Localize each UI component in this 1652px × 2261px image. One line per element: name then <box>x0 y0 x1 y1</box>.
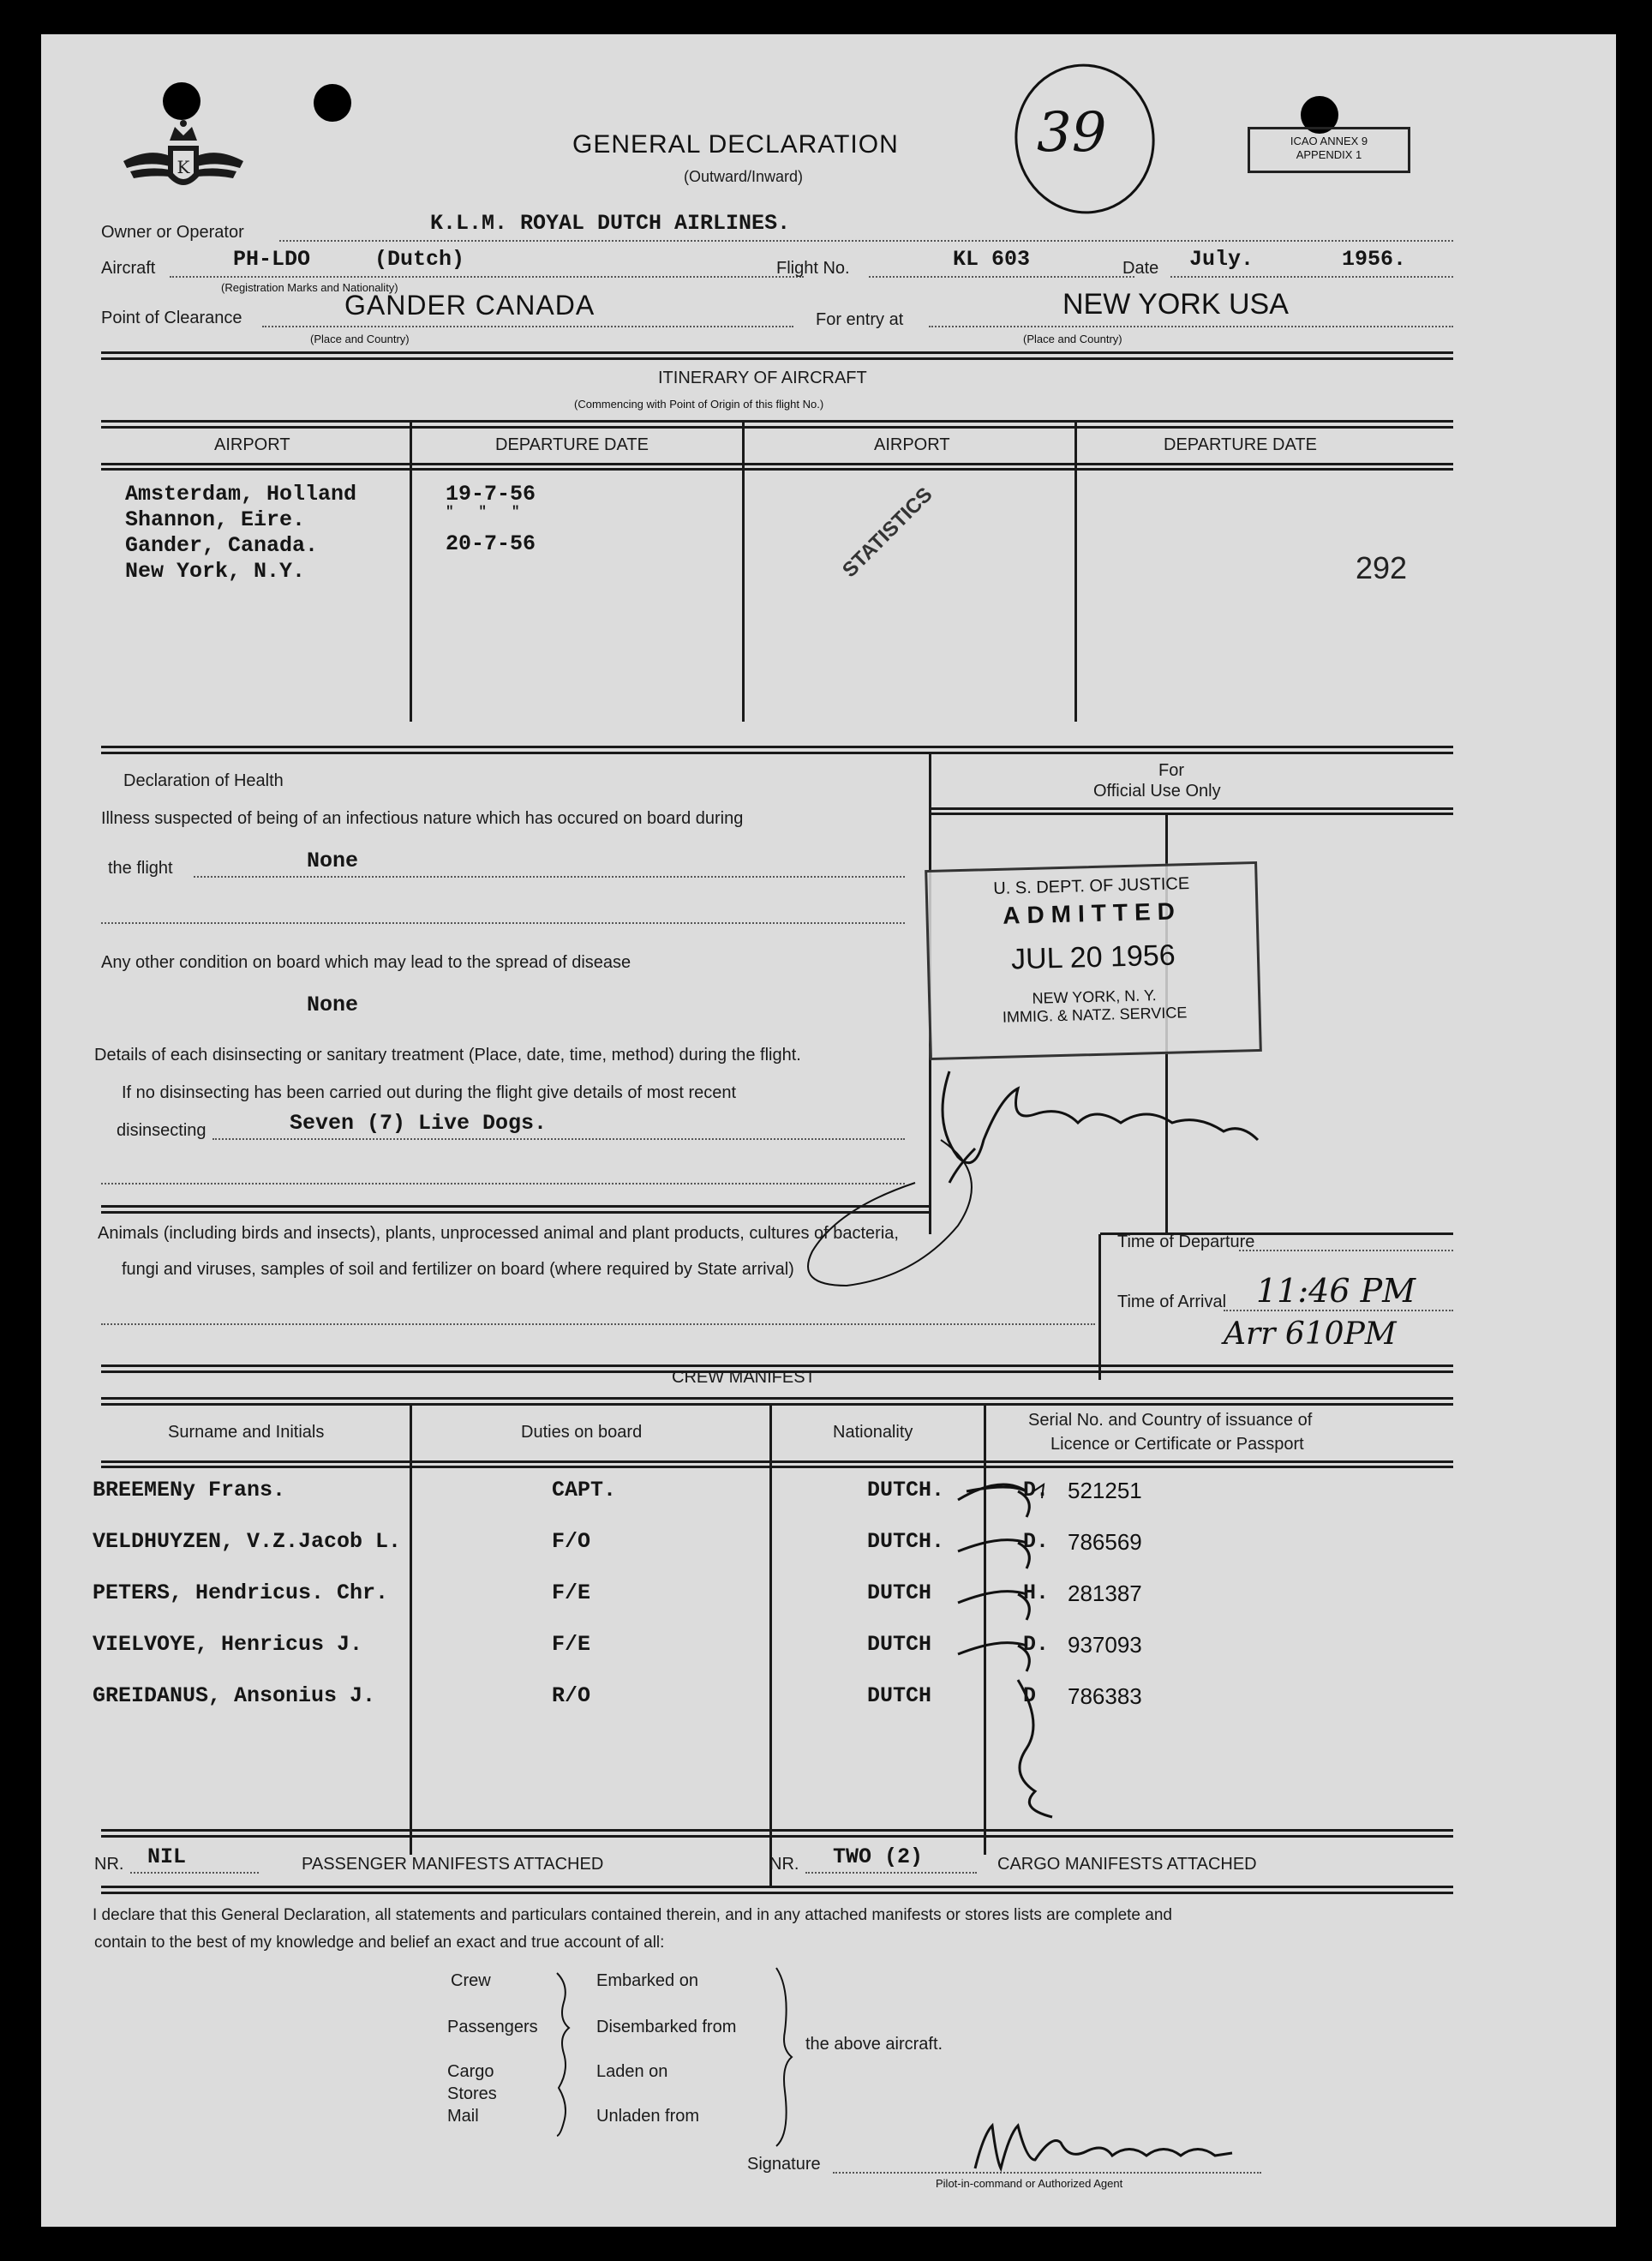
crew-duty: F/E <box>552 1580 591 1605</box>
itin-header-date-1: DEPARTURE DATE <box>495 435 649 454</box>
other-condition-value: None <box>307 993 359 1017</box>
cargo-label: CARGO MANIFESTS ATTACHED <box>997 1855 1257 1874</box>
rule <box>101 1829 1453 1832</box>
illness-text: Illness suspected of being of an infectious nature which has occured on board during <box>101 809 744 828</box>
crew-name: VIELVOYE, Henricus J. <box>93 1632 363 1657</box>
animals-text-1: Animals (including birds and insects), plants, unprocessed animal and plant products, cultures of bacteria, <box>98 1224 899 1243</box>
itin-header-date-2: DEPARTURE DATE <box>1164 435 1317 454</box>
aircraft-sublabel: (Registration Marks and Nationality) <box>221 281 398 294</box>
rule <box>101 1892 1453 1894</box>
disinsecting-value: Seven (7) Live Dogs. <box>290 1111 548 1136</box>
crew-nationality: DUTCH. <box>867 1478 945 1502</box>
date-line <box>1170 276 1453 278</box>
rule <box>101 1364 1453 1367</box>
itin-airport: New York, N.Y. <box>125 559 306 584</box>
cargo-value: TWO (2) <box>833 1844 924 1869</box>
rule <box>101 1205 931 1208</box>
crew-name: BREEMENy Frans. <box>93 1478 286 1502</box>
rule <box>101 1403 1453 1406</box>
stamp-admitted: ADMITTED <box>1002 897 1182 929</box>
decl-action: Embarked on <box>596 1971 698 1990</box>
rule <box>101 1397 1453 1400</box>
animals-line <box>101 1323 1095 1325</box>
crew-prefix: D. <box>1023 1478 1050 1502</box>
rule <box>101 1460 1453 1463</box>
decl-item: Passengers <box>447 2018 538 2036</box>
disinsecting-label: disinsecting <box>117 1121 206 1140</box>
crew-title: CREW MANIFEST <box>672 1368 816 1387</box>
entry-label: For entry at <box>816 310 904 329</box>
health-title: Declaration of Health <box>123 771 284 790</box>
crew-serial: 786383 <box>1068 1683 1142 1709</box>
clearance-value: GANDER CANADA <box>344 290 596 321</box>
itin-airport: Shannon, Eire. <box>125 507 306 532</box>
clearance-label: Point of Clearance <box>101 309 242 327</box>
details-text: Details of each disinsecting or sanitary treatment (Place, date, time, method) during the flight. <box>94 1046 801 1065</box>
crew-duty: F/O <box>552 1529 591 1554</box>
col-divider <box>1074 422 1077 722</box>
itinerary-title: ITINERARY OF AIRCRAFT <box>658 369 867 387</box>
itin-date: 20-7-56 <box>446 531 536 556</box>
signature-label: Signature <box>747 2155 821 2174</box>
arrival-line <box>1224 1310 1453 1311</box>
statistics-stamp: STATISTICS <box>838 483 937 583</box>
rule <box>101 1835 1453 1838</box>
cargo-nr-label: NR. <box>769 1855 799 1874</box>
passenger-value: NIL <box>147 1844 187 1869</box>
punch-hole <box>314 84 351 122</box>
rule <box>101 357 1453 360</box>
brace <box>771 1963 797 2151</box>
crew-duty: CAPT. <box>552 1478 617 1502</box>
decl-item: Crew <box>451 1971 491 1990</box>
crew-nationality: DUTCH. <box>867 1529 945 1554</box>
clearance-line <box>262 326 793 327</box>
itinerary-subtitle: (Commencing with Point of Origin of this flight No.) <box>574 398 824 411</box>
departure-label: Time of Departure <box>1117 1232 1255 1251</box>
crew-header-serial-1: Serial No. and Country of issuance of <box>1028 1411 1313 1430</box>
date-year: 1956. <box>1342 247 1407 272</box>
crew-header-serial-2: Licence or Certificate or Passport <box>1050 1435 1304 1454</box>
owner-line <box>279 240 1453 242</box>
arrival-label: Time of Arrival <box>1117 1292 1227 1311</box>
icao-appendix: APPENDIX 1 <box>1296 148 1362 161</box>
illness-line-2 <box>101 922 905 924</box>
flight-line <box>869 276 1134 278</box>
declaration-text-1: I declare that this General Declaration, all statements and particulars contained therein, and in any attached manifests or stores lists are complete and <box>93 1906 1172 1924</box>
itin-airport: Gander, Canada. <box>125 533 319 558</box>
crew-duty: F/E <box>552 1632 591 1657</box>
aircraft-label: Aircraft <box>101 259 156 278</box>
stamp-city: NEW YORK, N. Y. <box>1032 987 1157 1007</box>
crew-name: PETERS, Hendricus. Chr. <box>93 1580 389 1605</box>
itin-header-airport-2: AIRPORT <box>874 435 950 454</box>
crew-nationality: DUTCH <box>867 1632 932 1657</box>
rule <box>931 807 1453 810</box>
stamp-service: IMMIG. & NATZ. SERVICE <box>1002 1004 1188 1026</box>
crew-name: GREIDANUS, Ansonius J. <box>93 1683 376 1708</box>
owner-label: Owner or Operator <box>101 223 244 242</box>
form-title: GENERAL DECLARATION <box>572 130 899 159</box>
crew-prefix: D. <box>1023 1529 1050 1554</box>
official-title-1: For <box>1158 761 1184 780</box>
decl-item: Cargo <box>447 2062 494 2081</box>
crew-duty: R/O <box>552 1683 591 1708</box>
flight-label: Flight No. <box>776 259 850 278</box>
official-title-2: Official Use Only <box>1093 782 1221 801</box>
circled-number: 39 <box>1037 101 1107 165</box>
aircraft-value: PH-LDO (Dutch) <box>233 247 465 272</box>
crew-name: VELDHUYZEN, V.Z.Jacob L. <box>93 1529 402 1554</box>
passenger-label: PASSENGER MANIFESTS ATTACHED <box>302 1855 604 1874</box>
crew-col-divider <box>410 1404 412 1855</box>
no-disinsect-text: If no disinsecting has been carried out during the flight give details of most recent <box>122 1083 737 1102</box>
stamp-dept: U. S. DEPT. OF JUSTICE <box>993 874 1190 899</box>
signature-sublabel: Pilot-in-command or Authorized Agent <box>936 2177 1123 2190</box>
arrival-value: 11:46 PM <box>1256 1272 1416 1310</box>
rule <box>101 1211 931 1214</box>
rule <box>101 468 1453 471</box>
passenger-nr-line <box>130 1872 259 1874</box>
icao-box <box>1248 127 1410 173</box>
rule <box>931 813 1453 815</box>
crew-nationality: DUTCH <box>867 1683 932 1708</box>
entry-line <box>929 326 1453 327</box>
decl-action: Unladen from <box>596 2107 700 2126</box>
crew-serial: 937093 <box>1068 1632 1142 1658</box>
decl-tail: the above aircraft. <box>805 2035 943 2054</box>
rule <box>101 746 1453 748</box>
itin-airport: Amsterdam, Holland <box>125 482 357 507</box>
rule <box>101 351 1453 354</box>
brace <box>552 1968 578 2139</box>
flight-label-health: the flight <box>108 859 173 878</box>
rule <box>101 1466 1453 1468</box>
page-number: 292 <box>1356 550 1408 585</box>
date-label: Date <box>1122 259 1159 278</box>
rule <box>101 420 1453 423</box>
crew-header-nationality: Nationality <box>833 1423 913 1442</box>
svg-text:K: K <box>177 157 190 177</box>
col-divider <box>410 422 412 722</box>
punch-hole <box>163 82 201 120</box>
time-divider <box>1098 1234 1101 1380</box>
crew-prefix: H. <box>1023 1580 1050 1605</box>
crew-nationality: DUTCH <box>867 1580 932 1605</box>
decl-action: Disembarked from <box>596 2018 737 2036</box>
crew-serial: 521251 <box>1068 1478 1142 1503</box>
other-condition-text: Any other condition on board which may lead to the spread of disease <box>101 953 631 972</box>
declaration-text-2: contain to the best of my knowledge and belief an exact and true account of all: <box>94 1934 665 1952</box>
aircraft-line <box>170 276 804 278</box>
itin-date: " " " <box>446 504 520 519</box>
klm-logo <box>115 117 252 199</box>
rule <box>101 463 1453 465</box>
owner-value: K.L.M. ROYAL DUTCH AIRLINES. <box>430 211 791 236</box>
passenger-nr-label: NR. <box>94 1855 124 1874</box>
rule <box>101 426 1453 429</box>
itin-date: 19-7-56 <box>446 482 536 507</box>
form-subtitle: (Outward/Inward) <box>684 168 804 185</box>
declaration-document <box>41 34 1616 2227</box>
cargo-nr-line <box>805 1872 977 1874</box>
crew-col-divider <box>769 1404 772 1855</box>
decl-action: Laden on <box>596 2062 668 2081</box>
icao-annex: ICAO ANNEX 9 <box>1290 135 1368 147</box>
check-marks <box>932 1466 1086 1834</box>
col-divider <box>742 422 745 722</box>
crew-header-name: Surname and Initials <box>168 1423 325 1442</box>
illness-value: None <box>307 849 359 873</box>
arrival-note: Arr 610PM <box>1224 1316 1397 1352</box>
crew-serial: 786569 <box>1068 1529 1142 1555</box>
crew-prefix: D <box>1023 1683 1037 1708</box>
decl-item: Mail <box>447 2107 479 2126</box>
departure-line <box>1239 1250 1453 1251</box>
entry-value: NEW YORK USA <box>1062 288 1289 321</box>
decl-item: Stores <box>447 2084 497 2103</box>
animals-text-2: fungi and viruses, samples of soil and fertilizer on board (where required by State arrival) <box>122 1260 794 1279</box>
crew-header-duties: Duties on board <box>521 1423 643 1442</box>
admitted-stamp <box>925 861 1262 1060</box>
entry-sublabel: (Place and Country) <box>1023 333 1122 345</box>
rule <box>101 752 1453 754</box>
rule <box>101 1886 1453 1888</box>
pilot-signature <box>958 2108 1249 2186</box>
crew-serial: 281387 <box>1068 1580 1142 1606</box>
stamp-date: JUL 20 1956 <box>1010 939 1176 976</box>
clearance-sublabel: (Place and Country) <box>310 333 410 345</box>
flight-value: KL 603 <box>953 247 1031 272</box>
crew-prefix: D. <box>1023 1632 1050 1657</box>
illness-line <box>194 876 905 878</box>
date-value: July. <box>1189 247 1254 272</box>
itin-header-airport-1: AIRPORT <box>214 435 290 454</box>
